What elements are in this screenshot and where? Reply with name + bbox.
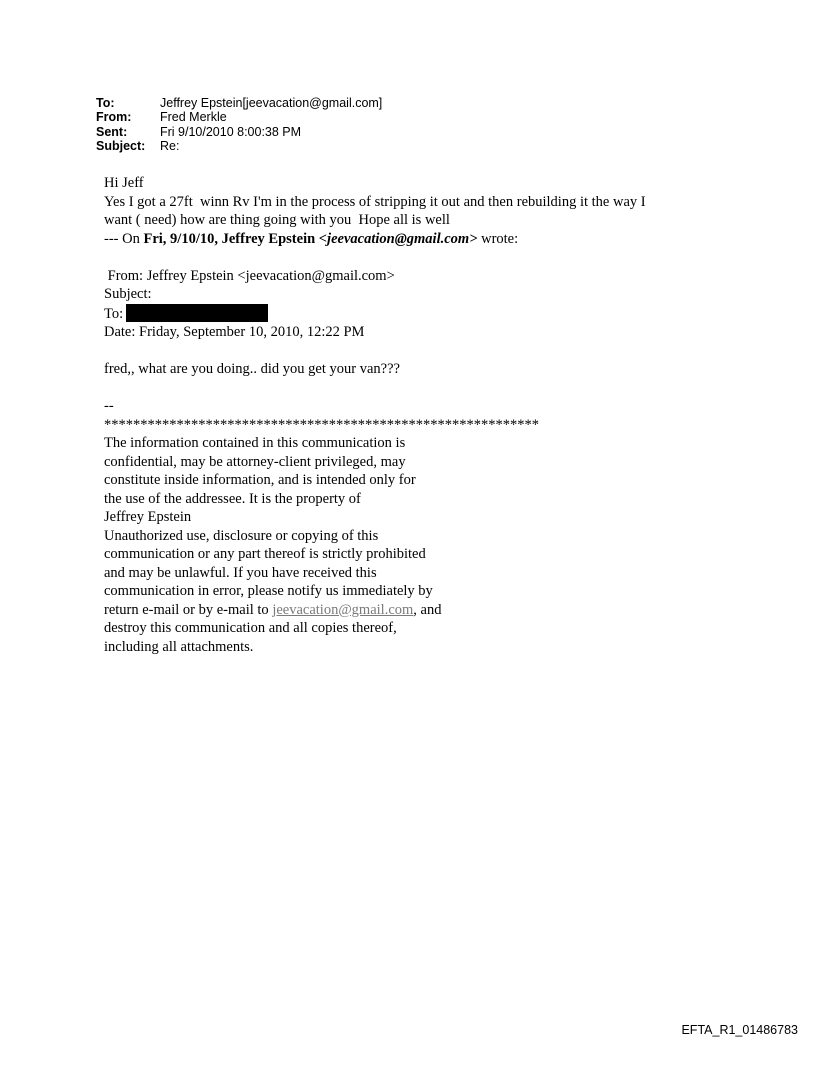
reply-greeting: Hi Jeff — [104, 175, 144, 191]
email-body — [104, 174, 744, 656]
disclaimer-line: Jeffrey Epstein — [104, 509, 192, 525]
redaction-box — [126, 304, 268, 322]
header-to-row — [96, 96, 382, 110]
disclaimer-return-line — [104, 601, 744, 620]
quoted-subject-line: Subject: — [104, 286, 152, 302]
return-prefix: return e-mail or by e-mail to — [104, 601, 273, 618]
quote-prefix: --- On — [104, 230, 144, 247]
disclaimer-line: communication or any part thereof is strictly prohibited — [104, 546, 426, 562]
disclaimer-line: including all attachments. — [104, 638, 254, 655]
sent-value: Fri 9/10/2010 8:00:38 PM — [160, 124, 302, 139]
email-header — [96, 96, 382, 153]
quoted-to-row — [104, 304, 744, 324]
disclaimer-line: the use of the addressee. It is the property of — [104, 490, 361, 507]
to-value: Jeffrey Epstein[jeevacation@gmail.com] — [160, 96, 383, 110]
subject-label: Subject: — [96, 138, 146, 153]
disclaimer-line: destroy this communication and all copies thereof, — [104, 620, 397, 636]
spacer — [104, 342, 744, 361]
header-sent-row — [96, 125, 382, 139]
document-id: EFTA_R1_01486783 — [681, 1023, 798, 1037]
disclaimer-line: confidential, may be attorney-client privileged, may — [104, 453, 406, 470]
from-value: Fred Merkle — [160, 110, 227, 125]
signature-stars: ************************************************************ — [104, 416, 539, 433]
from-label: From: — [96, 110, 132, 125]
quote-date-name: Fri, 9/10/10, Jeffrey Epstein — [143, 230, 319, 247]
return-suffix: , and — [413, 601, 442, 618]
disclaimer-line: communication in error, please notify us immediately by — [104, 583, 433, 599]
quote-email: <jeevacation@gmail.com> — [318, 230, 478, 247]
sent-label: Sent: — [96, 124, 128, 139]
email-link[interactable]: jeevacation@gmail.com — [272, 601, 414, 618]
quoted-from-line: From: Jeffrey Epstein <jeevacation@gmail.com> — [104, 267, 395, 284]
quote-attribution — [104, 230, 744, 249]
disclaimer-line: and may be unlawful. If you have received this — [104, 564, 377, 581]
quoted-to-label: To: — [104, 305, 124, 322]
disclaimer-line: constitute inside information, and is intended only for — [104, 472, 416, 488]
disclaimer-line: Unauthorized use, disclosure or copying of this — [104, 527, 379, 544]
to-label: To: — [96, 96, 115, 110]
header-from-row — [96, 110, 382, 124]
signature-dashes: -- — [104, 398, 114, 414]
quoted-message: fred,, what are you doing.. did you get your van??? — [104, 361, 400, 377]
quote-suffix: wrote: — [477, 230, 519, 247]
spacer — [104, 379, 744, 398]
spacer — [104, 248, 744, 267]
reply-line-1: Yes I got a 27ft winn Rv I'm in the process of stripping it out and then rebuilding it the way I — [104, 193, 646, 210]
quoted-date-line: Date: Friday, September 10, 2010, 12:22 PM — [104, 324, 365, 340]
subject-value: Re: — [160, 138, 180, 153]
reply-line-2: want ( need) how are thing going with you Hope all is well — [104, 212, 450, 228]
header-subject-row — [96, 139, 382, 153]
disclaimer-line: The information contained in this communication is — [104, 435, 406, 451]
